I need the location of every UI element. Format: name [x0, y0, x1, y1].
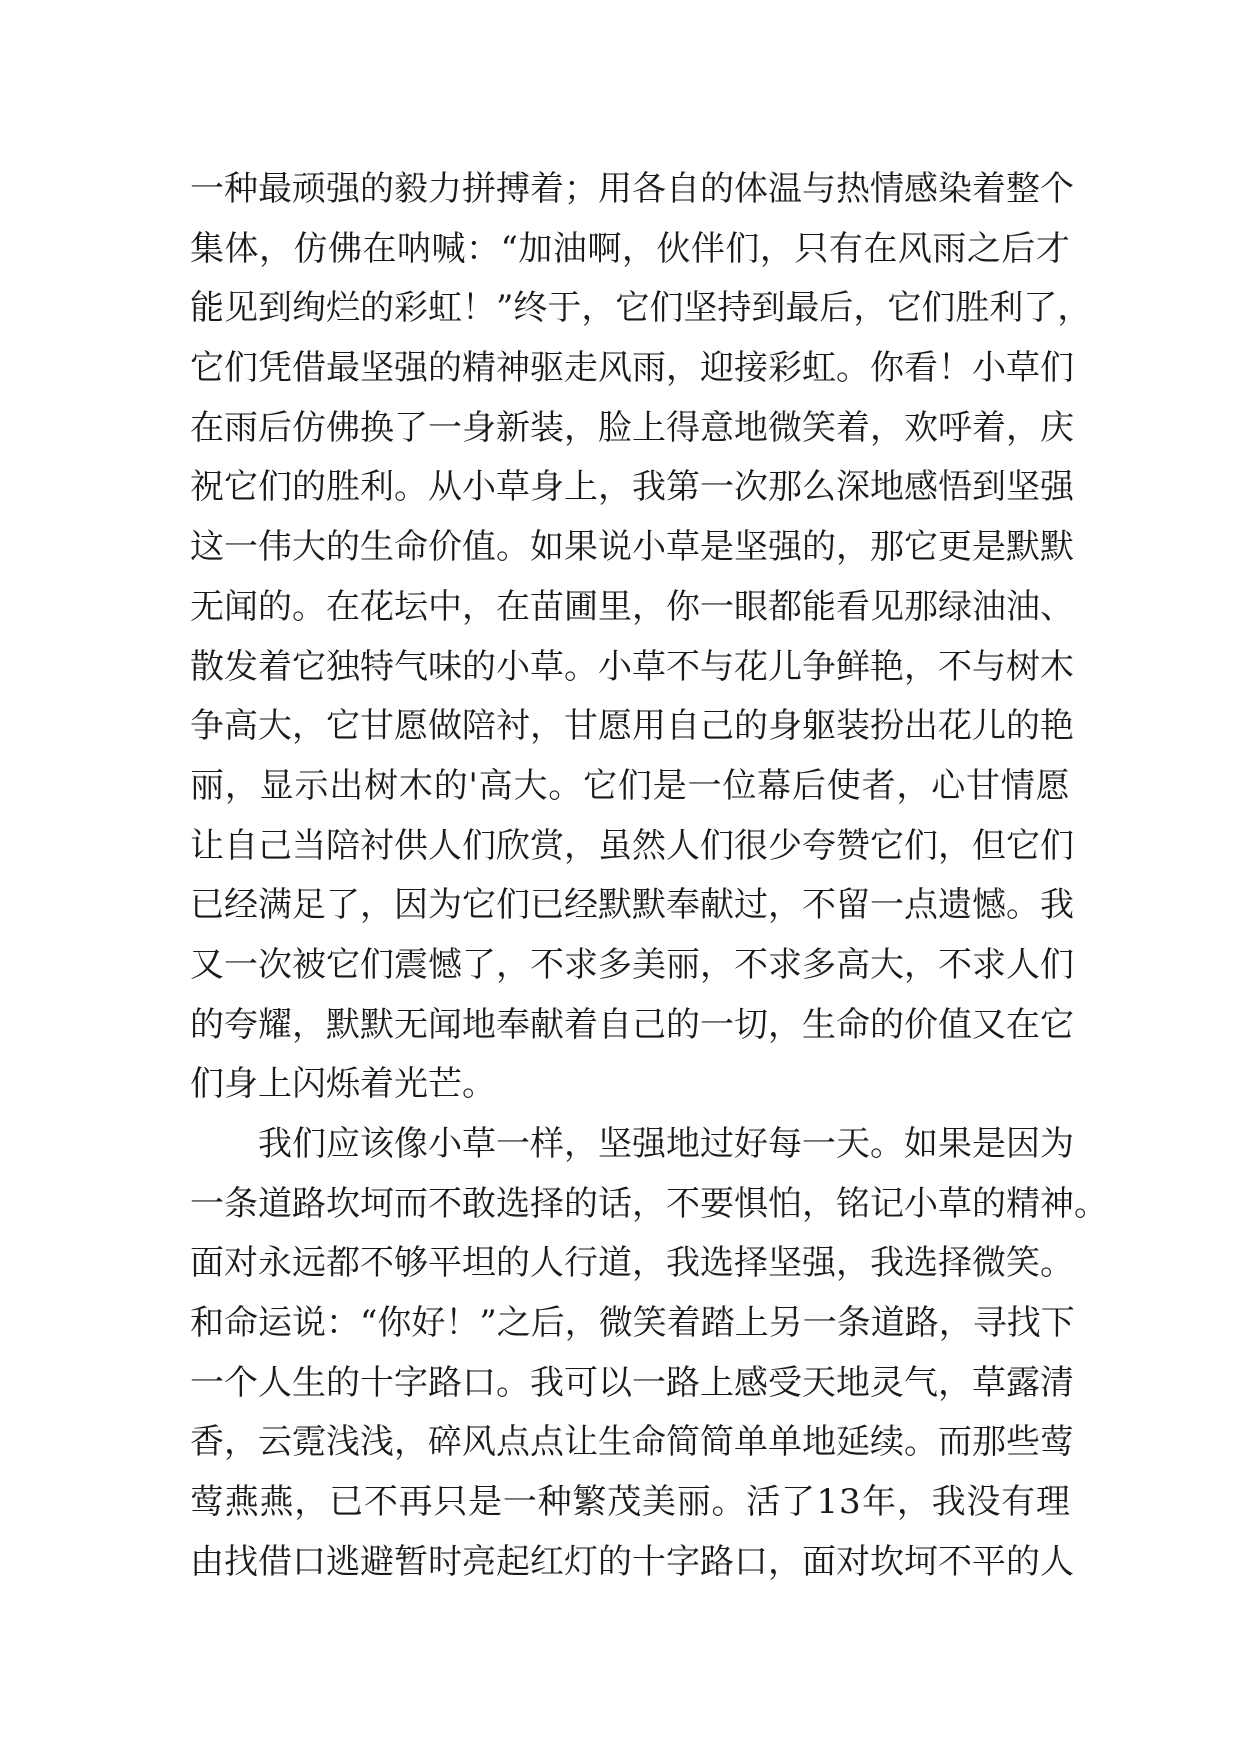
- text-line: 让 自 己 当 陪 衬 供 人 们 欣 赏 ， 虽 然 人 们 很 少 夸 赞 它 们 ， 但 它 们: [190, 825, 1074, 866]
- text-line: 这 一 伟 大 的 生 命 价 值 。 如 果 说 小 草 是 坚 强 的 ， 那 它 更 是 默 默: [190, 527, 1074, 568]
- text-line: 一 条 道 路 坎 坷 而 不 敢 选 择 的 话 ， 不 要 惧 怕 ， 铭 记 小 草 的 精 神 。: [190, 1183, 1108, 1224]
- text-line: 一 个 人 生 的 十 字 路 口 。 我 可 以 一 路 上 感 受 天 地 灵 气 ， 草 露 清: [190, 1362, 1074, 1403]
- text-line: 面 对 永 远 都 不 够 平 坦 的 人 行 道 ， 我 选 择 坚 强 ， 我 选 择 微 笑 。: [190, 1243, 1074, 1284]
- text-line: 们身上闪烁着光芒。: [190, 1064, 496, 1105]
- text-line: 能 见 到 绚 烂 的 彩 虹 ！ ” 终 于 ， 它 们 坚 持 到 最 后 ， 它 们 胜 利 了 ，: [190, 288, 1092, 329]
- text-line: 又 一 次 被 它 们 震 憾 了 ， 不 求 多 美 丽 ， 不 求 多 高 大 ， 不 求 人 们: [190, 944, 1074, 985]
- body-text: [190, 160, 1108, 1593]
- text-line: 一 种 最 顽 强 的 毅 力 拼 搏 着 ； 用 各 自 的 体 温 与 热 情 感 染 着 整 个: [190, 169, 1074, 209]
- text-line: 的 夸 耀 ， 默 默 无 闻 地 奉 献 着 自 己 的 一 切 ， 生 命 的 价 值 又 在 它: [190, 1004, 1074, 1045]
- text-line: 在 雨 后 仿 佛 换 了 一 身 新 装 ， 脸 上 得 意 地 微 笑 着 ， 欢 呼 着 ， 庆: [190, 407, 1074, 448]
- text-line: 祝 它 们 的 胜 利 。 从 小 草 身 上 ， 我 第 一 次 那 么 深 地 感 悟 到 坚 强: [190, 467, 1074, 508]
- text-line: 莺 燕 燕 ， 已 不 再 只 是 一 种 繁 茂 美 丽 。 活 了 1 3 年 ， 我 没 有 理: [190, 1482, 1070, 1523]
- text-line: 丽 ， 显 示 出 树 木 的 ' 高 大 。 它 们 是 一 位 幕 后 使 者 ， 心 甘 情 愿: [190, 765, 1070, 806]
- text-line: 已 经 满 足 了 ， 因 为 它 们 已 经 默 默 奉 献 过 ， 不 留 一 点 遗 憾 。 我: [190, 885, 1074, 926]
- text-line: 争 高 大 ， 它 甘 愿 做 陪 衬 ， 甘 愿 用 自 己 的 身 躯 装 扮 出 花 儿 的 艳: [190, 706, 1074, 747]
- text-line: 我 们 应 该 像 小 草 一 样 ， 坚 强 地 过 好 每 一 天 。 如 果 是 因 为: [258, 1124, 1074, 1164]
- text-line: 香 ， 云 霓 浅 浅 ， 碎 风 点 点 让 生 命 简 简 单 单 地 延 续 。 而 那 些 莺: [190, 1422, 1074, 1463]
- text-line: 它 们 凭 借 最 坚 强 的 精 神 驱 走 风 雨 ， 迎 接 彩 虹 。 你 看 ！ 小 草 们: [190, 348, 1074, 389]
- text-line: 和 命 运 说 ： “ 你 好 ！ ” 之 后 ， 微 笑 着 踏 上 另 一 条 道 路 ， 寻 找 下: [190, 1303, 1075, 1344]
- text-line: 由 找 借 口 逃 避 暂 时 亮 起 红 灯 的 十 字 路 口 ， 面 对 坎 坷 不 平 的 人: [190, 1541, 1074, 1582]
- text-line: 无 闻 的 。 在 花 坛 中 ， 在 苗 圃 里 ， 你 一 眼 都 能 看 见 那 绿 油 油 、: [190, 586, 1074, 627]
- text-line: 集 体 ， 仿 佛 在 呐 喊 ： “ 加 油 啊 ， 伙 伴 们 ， 只 有 在 风 雨 之 后 才: [190, 228, 1070, 269]
- text-line: 散 发 着 它 独 特 气 味 的 小 草 。 小 草 不 与 花 儿 争 鲜 艳 ， 不 与 树 木: [190, 646, 1074, 687]
